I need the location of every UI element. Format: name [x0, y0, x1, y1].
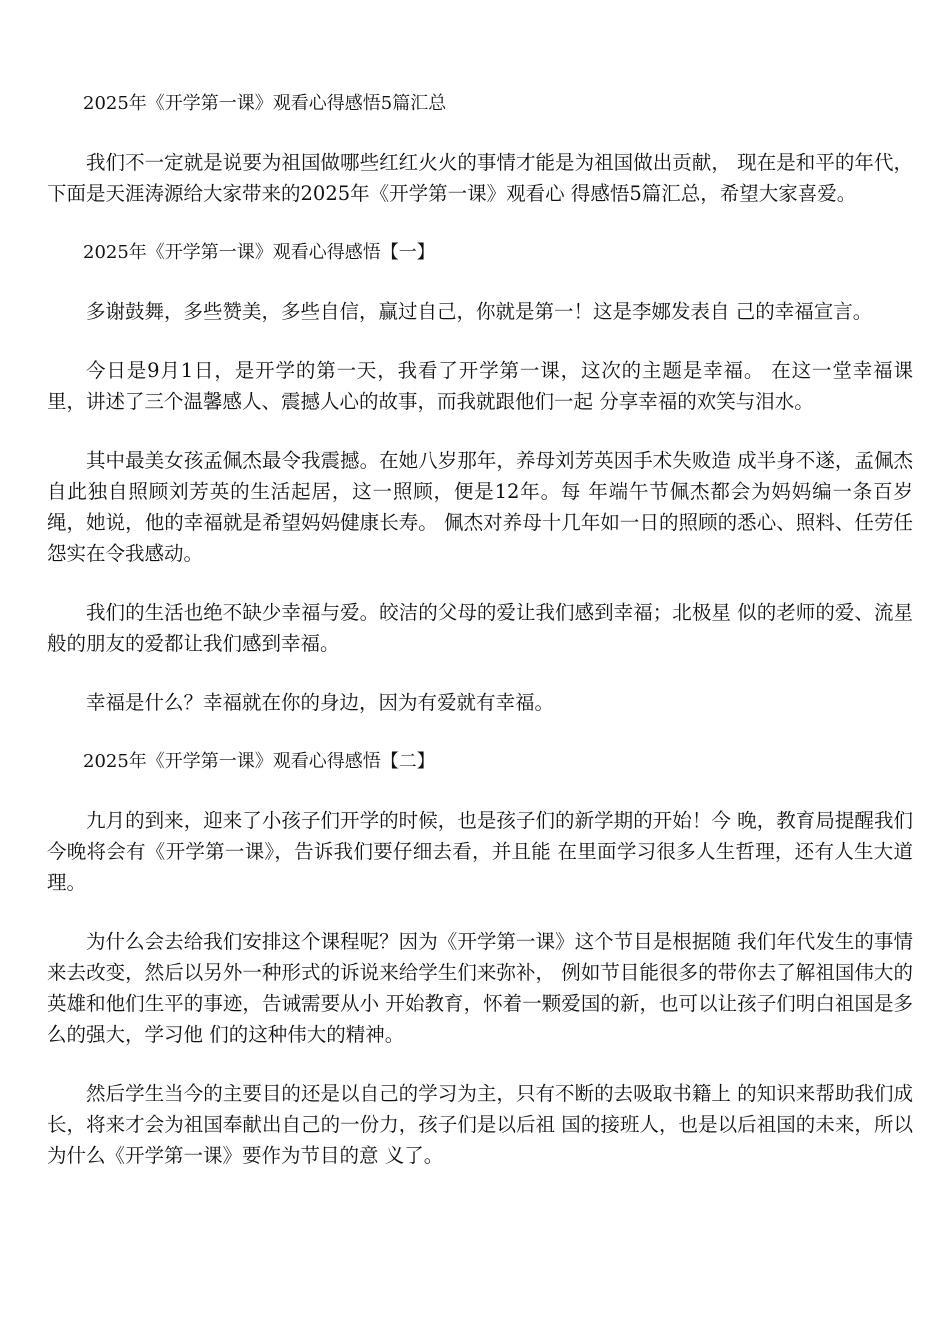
paragraph: 然后学生当今的主要目的还是以自己的学习为主，只有不断的去吸取书籍上 的知识来帮助我们成长，将来才会为祖国奉献出自己的一份力，孩子们是以后祖 国的接班人，也是以后祖国的未来，所以为什么《开学第一课》要作为节目的意 义了。 — [47, 1082, 913, 1167]
paragraph: 幸福是什么？幸福就在你的身边，因为有爱就有幸福。 — [86, 691, 555, 714]
document-page — [47, 88, 913, 1199]
paragraph: 我们的生活也绝不缺少幸福与爱。皎洁的父母的爱让我们感到幸福；北极星 似的老师的爱、流星般的朋友的爱都让我们感到幸福。 — [47, 601, 913, 655]
section-heading-1: 2025年《开学第一课》观看心得感悟【一】 — [83, 242, 435, 263]
paragraph: 今日是9月1日，是开学的第一天，我看了开学第一课，这次的主题是幸福。 在这一堂幸福课里，讲述了三个温馨感人、震撼人心的故事，而我就跟他们一起 分享幸福的欢笑与泪水。 — [47, 359, 913, 413]
paragraph: 九月的到来，迎来了小孩子们开学的时候，也是孩子们的新学期的开始！今 晚，教育局提醒我们今晚将会有《开学第一课》，告诉我们要仔细去看，并且能 在里面学习很多人生哲理，还有人生大道理。 — [47, 809, 913, 894]
section-heading-2: 2025年《开学第一课》观看心得感悟【二】 — [83, 751, 435, 772]
document-title: 2025年《开学第一课》观看心得感悟5篇汇总 — [83, 93, 447, 114]
intro-paragraph: 我们不一定就是说要为祖国做哪些红红火火的事情才能是为祖国做出贡献， 现在是和平的年代，下面是天涯涛源给大家带来的2025年《开学第一课》观看心 得感悟5篇汇总，希望大家喜爱。 — [47, 151, 913, 205]
paragraph: 为什么会去给我们安排这个课程呢？因为《开学第一课》这个节目是根据随 我们年代发生的事情来去改变，然后以另外一种形式的诉说来给学生们来弥补， 例如节目能很多的带你去了解祖国伟大的英雄和他们生平的事迹，告诫需要从小 开始教育，怀着一颗爱国的新，也可以让孩子们明白祖国是多么的强大，学习他 们的这种伟大的精神。 — [47, 930, 913, 1046]
paragraph: 多谢鼓舞，多些赞美，多些自信，赢过自己，你就是第一！这是李娜发表自 己的幸福宣言。 — [86, 300, 873, 323]
paragraph: 其中最美女孩孟佩杰最令我震撼。在她八岁那年，养母刘芳英因手术失败造 成半身不遂，孟佩杰自此独自照顾刘芳英的生活起居，这一照顾，便是12年。每 年端午节佩杰都会为妈妈编一条百岁绳，她说，他的幸福就是希望妈妈健康长寿。 佩杰对养母十几年如一日的照顾的悉心、照料、任劳任怨实在令我感动。 — [47, 449, 913, 565]
